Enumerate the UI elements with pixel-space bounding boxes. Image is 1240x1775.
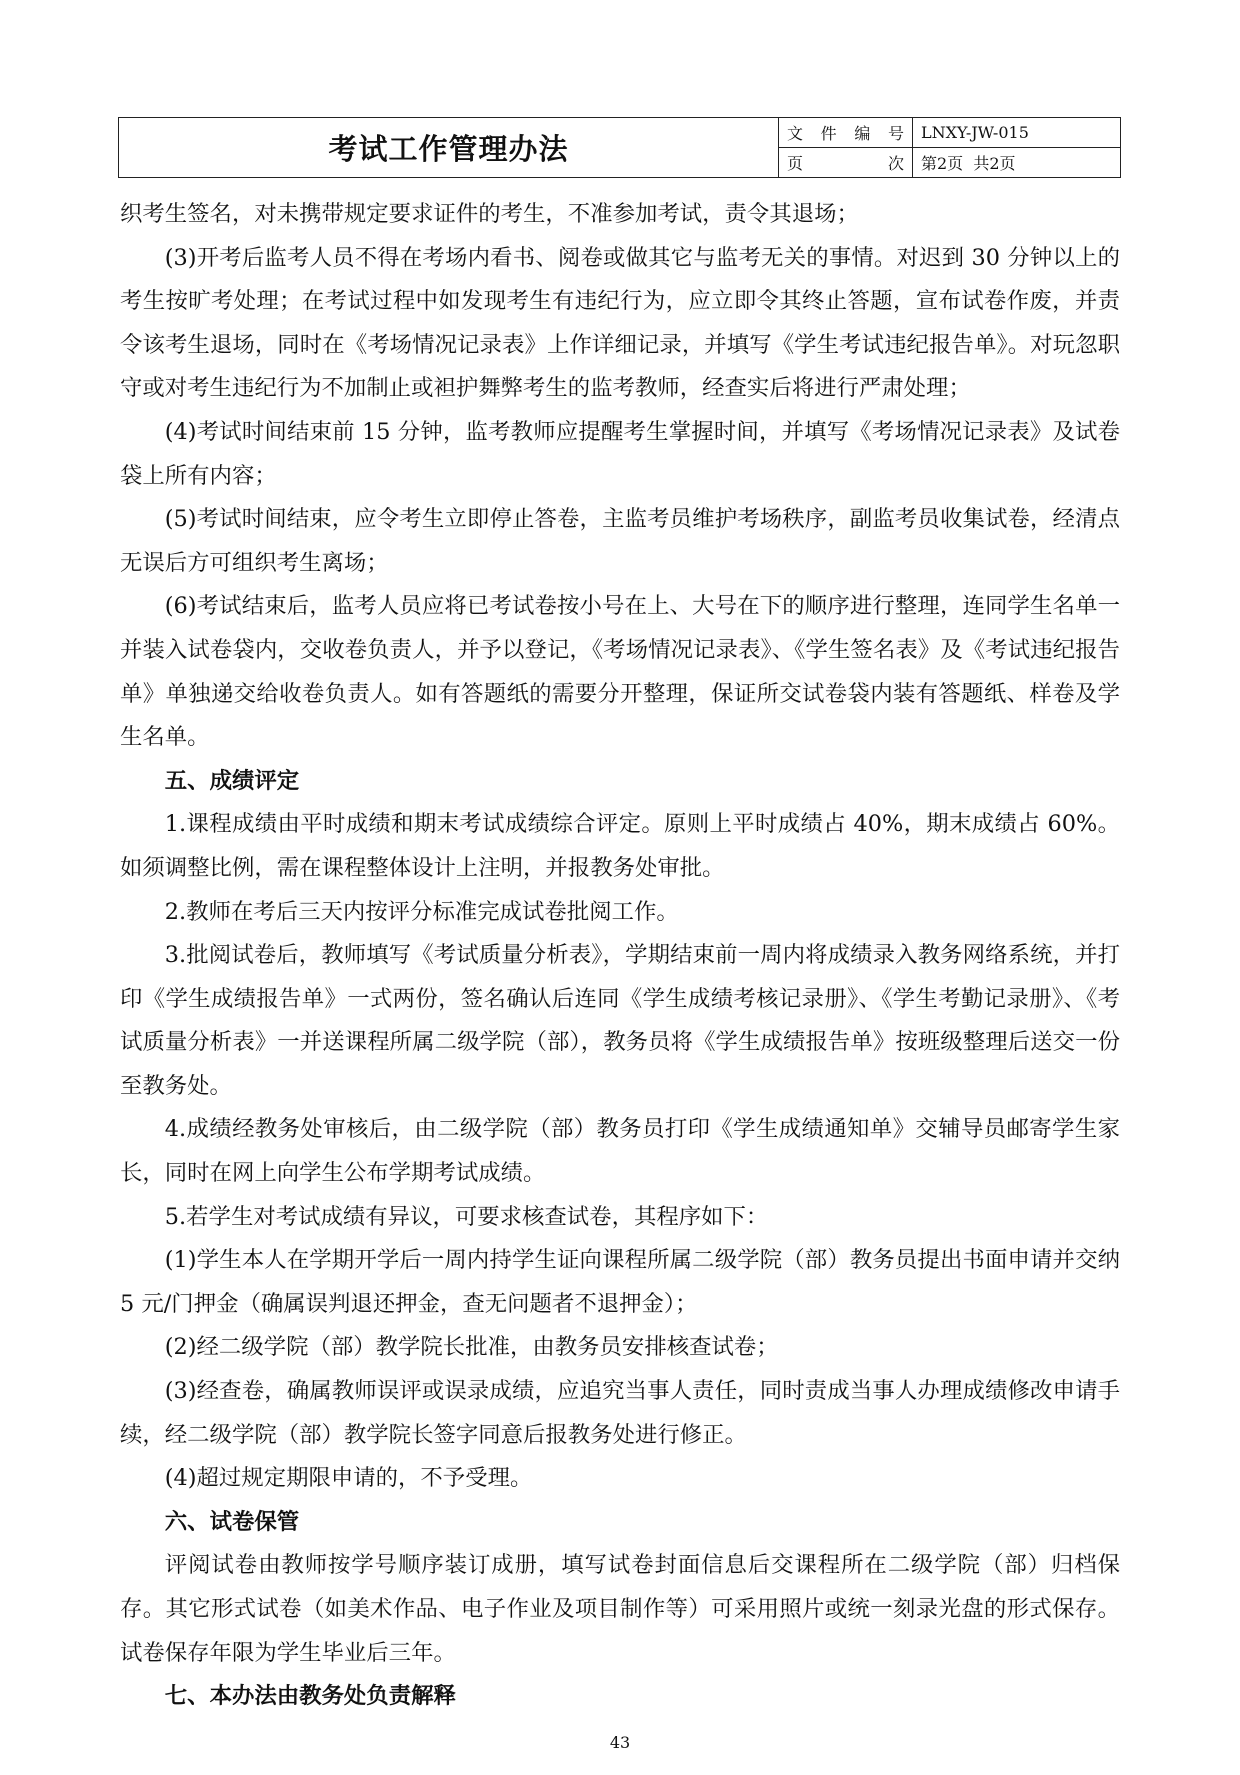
section-heading: 五、成绩评定 — [164, 767, 300, 794]
paragraph: 4.成绩经教务处审核后，由二级学院（部）教务员打印《学生成绩通知单》交辅导员邮寄学生家长，同时在网上向学生公布学期考试成绩。 — [120, 1116, 1120, 1187]
paragraph: 1.课程成绩由平时成绩和期末考试成绩综合评定。原则上平时成绩占 40%，期末成绩占 60%。如须调整比例，需在课程整体设计上注明，并报教务处审批。 — [120, 811, 1120, 881]
paragraph: (4)考试时间结束前 15 分钟，监考教师应提醒考生掌握时间，并填写《考场情况记录表》及试卷袋上所有内容； — [120, 418, 1120, 489]
doc-number-label: 文件编号 — [779, 118, 913, 148]
document-body — [120, 193, 1120, 1719]
document-title: 考试工作管理办法 — [119, 118, 779, 178]
section-heading: 七、本办法由教务处负责解释 — [164, 1683, 456, 1710]
paragraph: (1)学生本人在学期开学后一周内持学生证向课程所属二级学院（部）教务员提出书面申请并交纳 5 元/门押金（确属误判退还押金，查无问题者不退押金）； — [120, 1247, 1120, 1317]
paragraph: (3)经查卷，确属教师误评或误录成绩，应追究当事人责任，同时责成当事人办理成绩修改申请手续，经二级学院（部）教学院长签字同意后报教务处进行修正。 — [120, 1378, 1120, 1448]
paragraph: 2.教师在考后三天内按评分标准完成试卷批阅工作。 — [164, 898, 679, 925]
paragraph: 评阅试卷由教师按学号顺序装订成册，填写试卷封面信息后交课程所在二级学院（部）归档保存。其它形式试卷（如美术作品、电子作业及项目制作等）可采用照片或统一刻录光盘的形式保存。试卷保存年限为学生毕业后三年。 — [120, 1552, 1120, 1666]
paragraph: (3)开考后监考人员不得在考场内看书、阅卷或做其它与监考无关的事情。对迟到 30 分钟以上的考生按旷考处理；在考试过程中如发现考生有违纪行为，应立即令其终止答题，宣布试卷作废，并责令该考生退场，同时在《考场情况记录表》上作详细记录，并填写《学生考试违纪报告单》。对玩忽职守或对考生违纪行为不加制止或袒护舞弊考生的监考教师，经查实后将进行严肃处理； — [120, 244, 1120, 402]
document-header-table — [118, 117, 1121, 178]
paragraph: (4)超过规定期限申请的，不予受理。 — [164, 1465, 533, 1492]
page-label: 页次 — [779, 148, 913, 178]
page-value: 第2页 共2页 — [913, 148, 1121, 178]
paragraph: (6)考试结束后，监考人员应将已考试卷按小号在上、大号在下的顺序进行整理，连同学生名单一并装入试卷袋内，交收卷负责人，并予以登记，《考场情况记录表》、《学生签名表》及《考试违纪报告单》单独递交给收卷负责人。如有答题纸的需要分开整理，保证所交试卷袋内装有答题纸、样卷及学生名单。 — [120, 593, 1120, 751]
paragraph: (5)考试时间结束，应令考生立即停止答卷，主监考员维护考场秩序，副监考员收集试卷，经清点无误后方可组织考生离场； — [120, 506, 1120, 576]
document-flow — [120, 193, 1120, 1775]
page-number: 43 — [609, 1732, 631, 1752]
paragraph: 5.若学生对考试成绩有异议，可要求核查试卷，其程序如下： — [164, 1203, 769, 1230]
paragraph: (2)经二级学院（部）教学院长批准，由教务员安排核查试卷； — [164, 1334, 779, 1361]
doc-number-value: LNXY-JW-015 — [913, 118, 1121, 148]
paragraph: 3.批阅试卷后，教师填写《考试质量分析表》，学期结束前一周内将成绩录入教务网络系统，并打印《学生成绩报告单》一式两份，签名确认后连同《学生成绩考核记录册》、《学生考勤记录册》、《考试质量分析表》一并送课程所属二级学院（部），教务员将《学生成绩报告单》按班级整理后送交一份至教务处。 — [120, 942, 1120, 1099]
section-heading: 六、试卷保管 — [164, 1508, 300, 1535]
paragraph: 织考生签名，对未携带规定要求证件的考生，不准参加考试，责令其退场； — [120, 201, 859, 227]
